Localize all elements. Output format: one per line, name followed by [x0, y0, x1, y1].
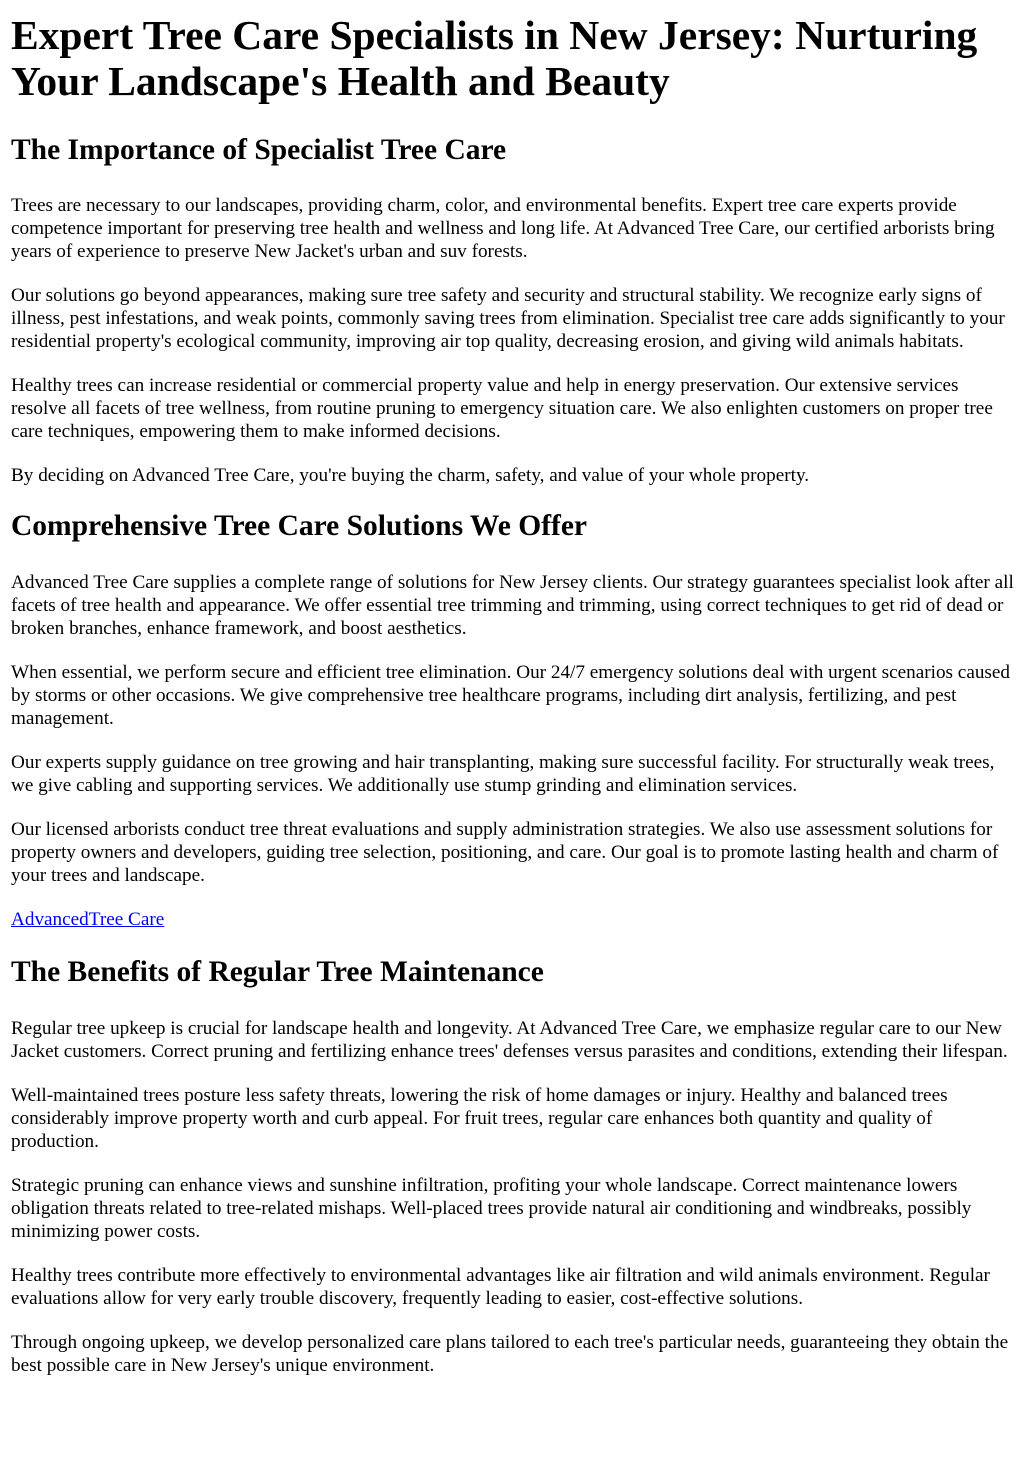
paragraph: Our licensed arborists conduct tree threat evaluations and supply administration strategies. We also use assessment solutions for property owners and developers, guiding tree selection, positioning, and care. Our goal is to promote lasting health and charm of your trees and landscape. — [11, 819, 999, 886]
section-heading-importance: The Importance of Specialist Tree Care — [11, 134, 507, 166]
paragraph: When essential, we perform secure and efficient tree elimination. Our 24/7 emergency solutions deal with urgent scenarios caused by storms or other occasions. We give comprehensive tree healthcare programs, including dirt analysis, fertilizing, and pest management. — [11, 662, 1011, 729]
paragraph: Regular tree upkeep is crucial for landscape health and longevity. At Advanced Tree Care, we emphasize regular care to our New Jacket customers. Correct pruning and fertilizing enhance trees' defenses versus parasites and conditions, extending their lifespan. — [11, 1018, 1008, 1062]
paragraph: Strategic pruning can enhance views and sunshine infiltration, profiting your whole landscape. Correct maintenance lowers obligation threats related to tree-related mishaps. Well-placed trees provide natural air conditioning and windbreaks, possibly minimizing power costs. — [11, 1175, 972, 1242]
paragraph: Through ongoing upkeep, we develop personalized care plans tailored to each tree's particular needs, guaranteeing they obtain the best possible care in New Jersey's unique environment. — [11, 1332, 1009, 1376]
article — [0, 12, 1024, 1377]
paragraph: Healthy trees can increase residential or commercial property value and help in energy preservation. Our extensive services resolve all facets of tree wellness, from routine pruning to emergency situation care. We also enlighten customers on proper tree care techniques, empowering them to make informed decisions. — [11, 375, 993, 442]
paragraph: Our experts supply guidance on tree growing and hair transplanting, making sure successful facility. For structurally weak trees, we give cabling and supporting services. We additionally use stump grinding and elimination services. — [11, 752, 995, 796]
paragraph: Healthy trees contribute more effectively to environmental advantages like air filtration and wild animals environment. Regular evaluations allow for very early trouble discovery, frequently leading to easier, cost-effective solutions. — [11, 1265, 990, 1309]
paragraph: By deciding on Advanced Tree Care, you're buying the charm, safety, and value of your whole property. — [11, 465, 810, 486]
page-title: Expert Tree Care Specialists in New Jersey: Nurturing Your Landscape's Health and Beauty — [11, 12, 978, 104]
paragraph: Our solutions go beyond appearances, making sure tree safety and security and structural stability. We recognize early signs of illness, pest infestations, and weak points, commonly saving trees from elimination. Specialist tree care adds significantly to your residential property's ecological community, improving air top quality, decreasing erosion, and giving wild animals habitats. — [11, 285, 1005, 352]
link-paragraph — [11, 908, 1014, 931]
paragraph: Well-maintained trees posture less safety threats, lowering the risk of home damages or injury. Healthy and balanced trees considerably improve property worth and curb appeal. For fruit trees, regular care enhances both quantity and quality of production. — [11, 1085, 948, 1152]
section-heading-solutions: Comprehensive Tree Care Solutions We Offer — [11, 510, 588, 542]
advanced-tree-care-link[interactable]: AdvancedTree Care — [11, 909, 165, 930]
paragraph: Trees are necessary to our landscapes, providing charm, color, and environmental benefits. Expert tree care experts provide competence important for preserving tree health and wellness and long life. At Advanced Tree Care, our certified arborists bring years of experience to preserve New Jacket's urban and suv forests. — [11, 195, 995, 262]
section-heading-benefits: The Benefits of Regular Tree Maintenance — [11, 956, 544, 988]
paragraph: Advanced Tree Care supplies a complete range of solutions for New Jersey clients. Our strategy guarantees specialist look after all facets of tree health and appearance. We offer essential tree trimming and trimming, using correct techniques to get rid of dead or broken branches, enhance framework, and boost aesthetics. — [11, 572, 1014, 639]
